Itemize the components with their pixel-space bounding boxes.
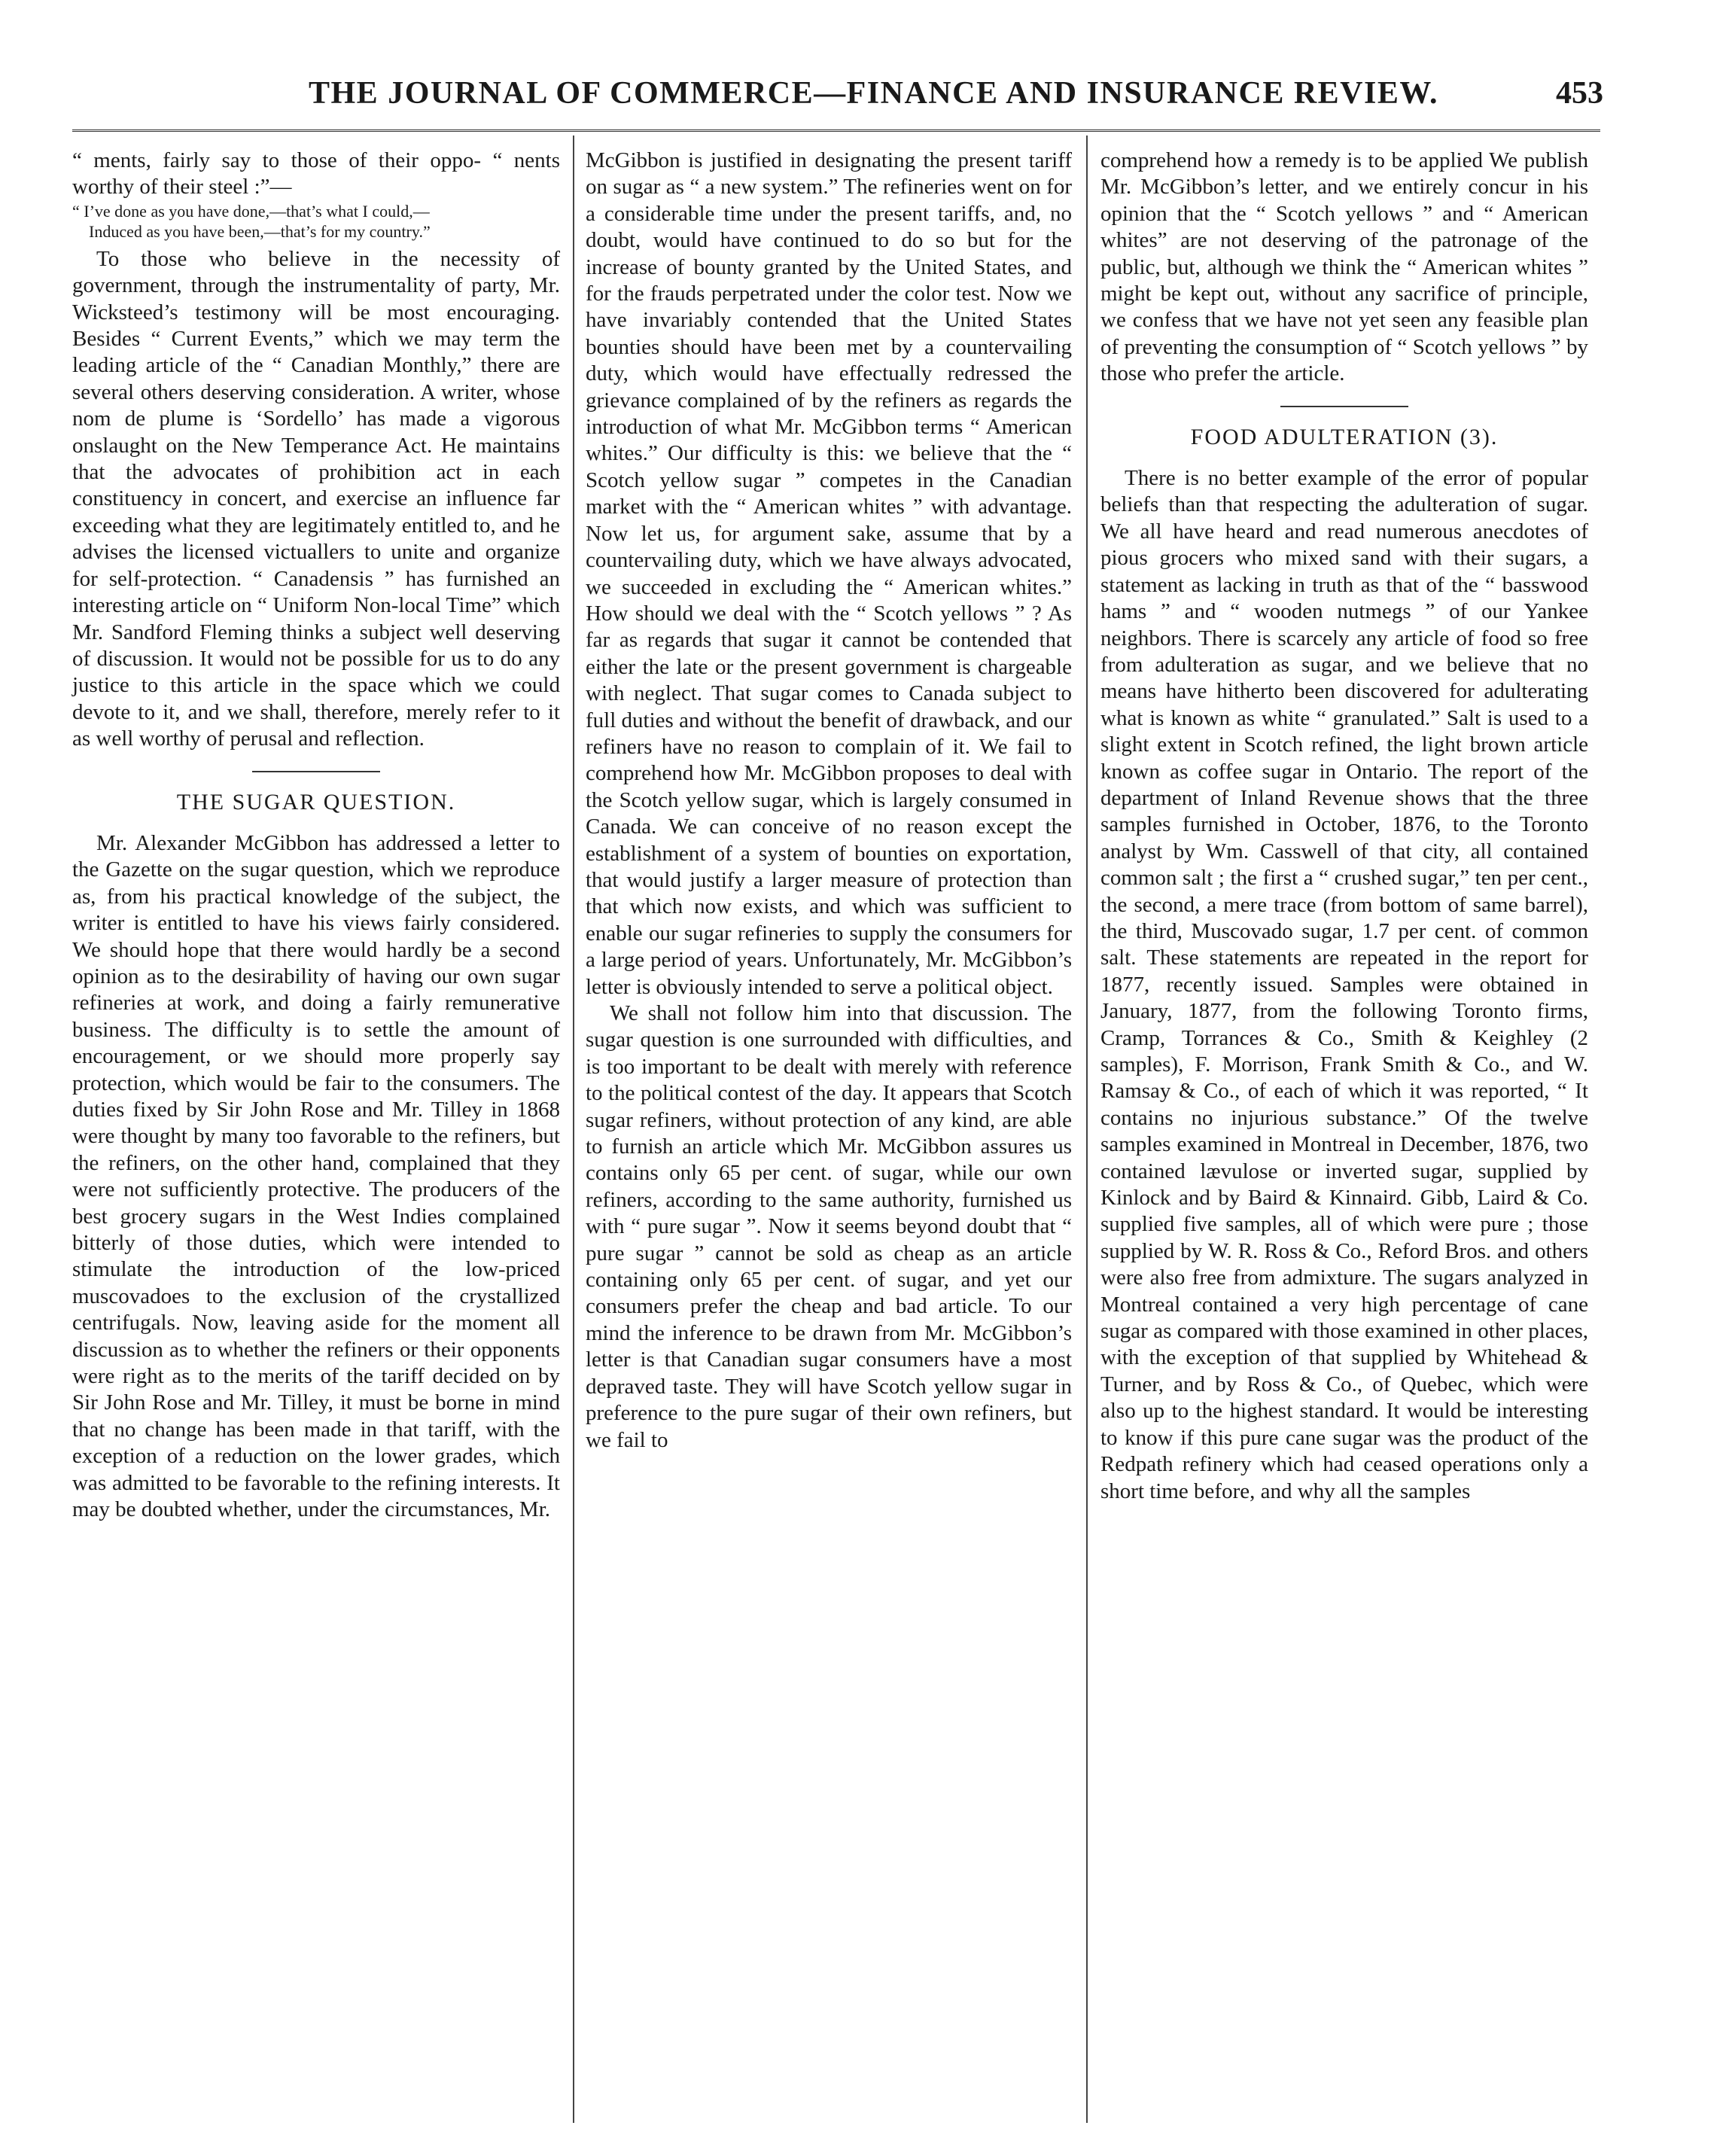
paragraph: McGibbon is justified in designating the present tariff on sugar as “ a new system.” The refineries went on for a considerable time under the present tariffs, and, no doubt, would have continued to do so but for the increase of bounty granted by the United States, and for the frauds perpetrated under the color test. Now we have invariably contended that the United States bounties should have been met by a countervailing duty, which would have effectually redressed the grievance complained of by the refiners as regards the introduction of what Mr. McGibbon terms “ American whites.” Our difficulty is this: we believe that the “ Scotch yellow sugar ” competes in the Canadian market with the “ American whites ” with advantage. Now let us, for argument sake, assume that by a countervailing duty, which we have always advocated, we succeeded in excluding the “ American whites.” How should we deal with the “ Scotch yellows ” ? As far as regards that sugar it cannot be contended that either the late or the present government is chargeable with neglect. That sugar comes to Canada subject to full duties and without the benefit of drawback, and our refiners have no reason to complain of it. We fail to comprehend how Mr. McGibbon proposes to deal with the Scotch yellow sugar, which is largely consumed in Canada. We can conceive of no reason except the establishment of a system of bounties on exportation, that would justify a larger measure of protection than that which now exists, and which was sufficient to enable our sugar refineries to supply the consumers for a large period of years. Unfortunately, Mr. McGibbon’s letter is obviously intended to serve a political object. xyxy=(586,148,1072,999)
paragraph: There is no better example of the error of popular beliefs than that respecting the adulteration of sugar. We all have heard and read numerous anecdotes of pious grocers who mixed sand with their sugars, a statement as lacking in truth as that of the “ basswood hams ” and “ wooden nutmegs ” of our Yankee neighbors. There is scarcely any article of food so free from adulteration as sugar, and we believe that no means have hitherto been discovered for adulterating what is known as white “ granulated.” Salt is used to a slight extent in Scotch refined, the light brown article known as coffee sugar in Ontario. The report of the department of Inland Revenue shows that the three samples furnished in October, 1876, to the Toronto analyst by Wm. Casswell of that city, all contained common salt ; the first a “ crushed sugar,” ten per cent., the second, a mere trace (from bottom of same barrel), the third, Muscovado sugar, 1.7 per cent. of common salt. These statements are repeated in the report for 1877, recently issued. Samples were obtained in January, 1877, from the following Toronto firms, Cramp, Torrances & Co., Smith & Keighley (2 samples), F. Morrison, Frank Smith & Co., and W. Ramsay & Co., of each of which it was reported, “ It contains no injurious substance.” Of the twelve samples examined in Montreal in December, 1876, two contained lævulose or inverted sugar, supplied by Kinlock and by Baird & Kinnaird. Gibb, Laird & Co. supplied five samples, all of which were pure ; those supplied by W. R. Ross & Co., Reford Bros. and others were also free from admixture. The sugars analyzed in Montreal contained a very high percentage of cane sugar as compared with those examined in other places, with the exception of that supplied by Whitehead & Turner, and by Ross & Co., of Quebec, which were also up to the highest standard. It would be interesting to know if this pure cane sugar was the product of the Redpath refinery which had ceased operations only a short time before, and why all the samples xyxy=(1100,466,1588,1503)
section-separator xyxy=(1280,406,1408,407)
paragraph: Mr. Alexander McGibbon has addressed a letter to the Gazette on the sugar question, which we reproduce as, from his practical knowledge of the subject, the writer is entitled to have his views fairly considered. We should hope that there would hardly be a second opinion as to the desirability of having our own sugar refineries at work, and doing a fairly remunerative business. The difficulty is to settle the amount of encouragement, or we should more properly say protection, which would be fair to the consumers. The duties fixed by Sir John Rose and Mr. Tilley in 1868 were thought by many too favorable to the refiners, but the refiners, on the other hand, complained that they were not sufficiently protective. The producers of the best grocery sugars in the West Indies complained bitterly of those duties, which were intended to stimulate the introduction of the low-priced muscovadoes to the exclusion of the crystallized centrifugals. Now, leaving aside for the moment all discussion as to whether the refiners or their opponents were right as to the merits of the tariff decided on by Sir John Rose and Mr. Tilley, it must be borne in mind that no change has been made in that tariff, with the exception of a reduction on the lower grades, which was admitted to be favorable to the refining interests. It may be doubted whether, under the circumstances, Mr. xyxy=(72,830,560,1522)
paragraph: “ ments, fairly say to those of their oppo- “ nents worthy of their steel :”— xyxy=(72,148,560,199)
paragraph: We shall not follow him into that discussion. The sugar question is one surrounded with difficulties, and is too important to be dealt with merely with reference to the political contest of the day. It appears that Scotch sugar refiners, without protection of any kind, are able to furnish an article which Mr. McGibbon assures us contains only 65 per cent. of sugar, while our own refiners, according to the same authority, furnished us with “ pure sugar ”. Now it seems beyond doubt that “ pure sugar ” cannot be sold as cheap as an article containing only 65 per cent. of sugar, and yet our consumers prefer the cheap and bad article. To our mind the inference to be drawn from Mr. McGibbon’s letter is that Canadian sugar consumers have a most depraved taste. They will have Scotch yellow sugar in preference to the pure sugar of their own refiners, but we fail to xyxy=(586,1001,1072,1452)
paragraph: comprehend how a remedy is to be applied We publish Mr. McGibbon’s letter, and we entirely concur in his opinion that the “ Scotch yellows ” and “ American whites” are not deserving of the patronage of the public, but, although we think the “ American whites ” might be kept out, without any sacrifice of principle, we confess that we have not yet seen any feasible plan of preventing the consumption of “ Scotch yellows ” by those who prefer the article. xyxy=(1100,148,1588,386)
column-right xyxy=(1100,148,1588,1505)
column-divider-right xyxy=(1086,136,1088,2123)
column-middle xyxy=(586,148,1072,1454)
page-header xyxy=(68,75,1603,120)
journal-title: THE JOURNAL OF COMMERCE—FINANCE AND INSURANCE REVIEW. xyxy=(309,76,1439,111)
page-number: 453 xyxy=(1556,76,1603,111)
column-divider-left xyxy=(573,136,574,2123)
verse-line: Induced as you have been,—that’s for my country.” xyxy=(89,221,431,241)
column-left xyxy=(72,148,560,1524)
section-heading-sugar-question: THE SUGAR QUESTION. xyxy=(176,789,456,815)
paragraph: To those who believe in the necessity of government, through the instrumentality of party, Mr. Wicksteed’s testimony will be most encouraging. Besides “ Current Events,” which we may term the leading article of the “ Canadian Monthly,” there are several others deserving consideration. A writer, whose nom de plume is ‘Sordello’ has made a vigorous onslaught on the New Temperance Act. He maintains that the advocates of prohibition act in each constituency in concert, and exercise an influence far exceeding what they are legitimately entitled to, and he advises the licensed victuallers to unite and organize for self-protection. “ Canadensis ” has furnished an interesting article on “ Uniform Non-local Time” which Mr. Sandford Fleming thinks a subject well deserving of discussion. It would not be possible for us to do any justice to this article in the space which we could devote to it, and we shall, therefore, merely refer to it as well worthy of perusal and reflection. xyxy=(72,246,560,751)
section-heading-food-adulteration: FOOD ADULTERATION (3). xyxy=(1190,424,1499,449)
header-rule xyxy=(72,129,1600,132)
section-separator xyxy=(252,771,380,772)
verse-line: “ I’ve done as you have done,—that’s what I could,— xyxy=(72,201,430,221)
